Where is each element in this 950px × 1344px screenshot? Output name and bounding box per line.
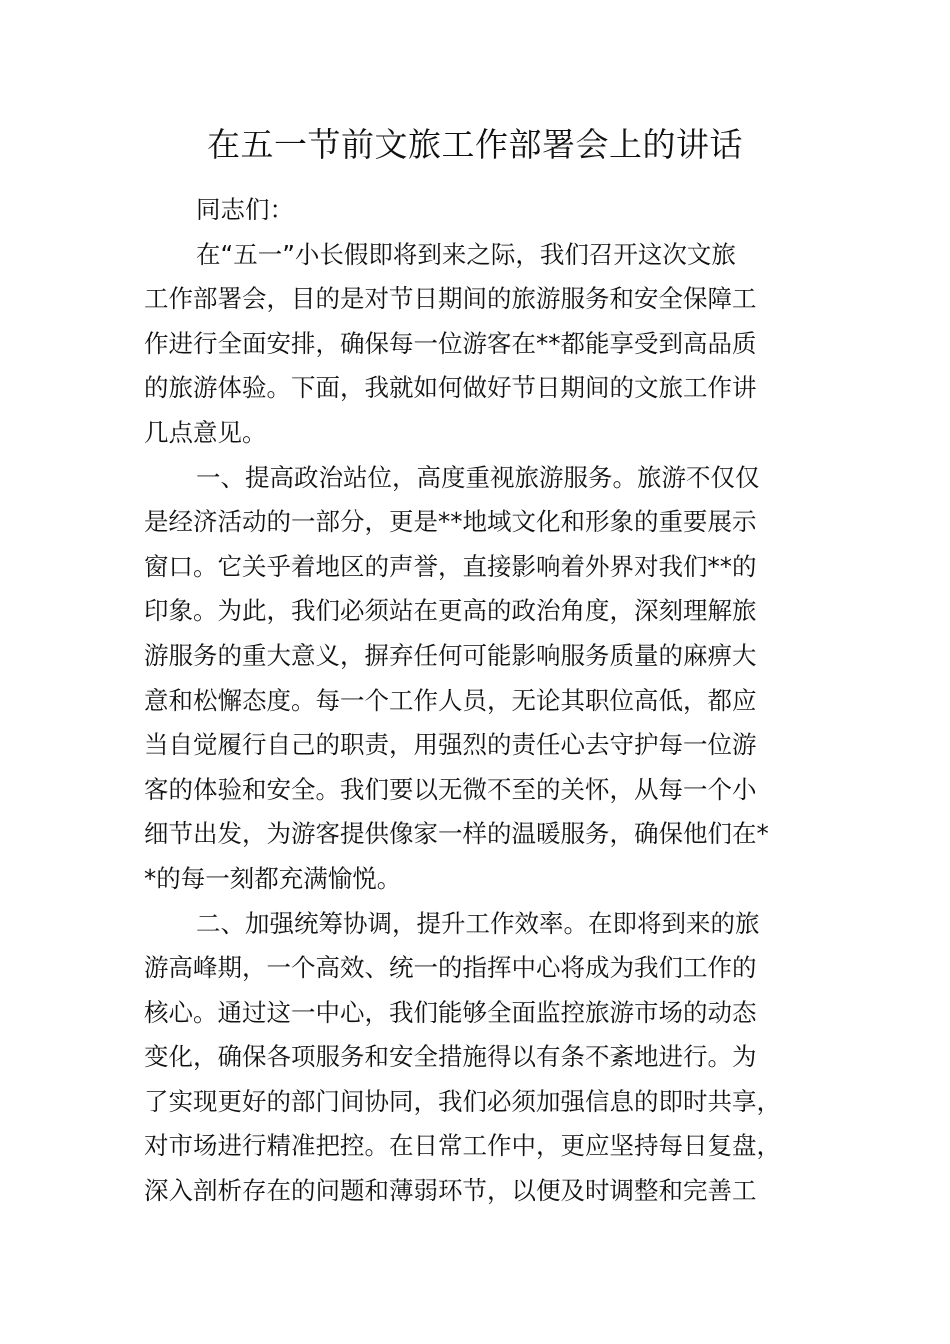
paragraph-line: 对市场进行精准把控。在日常工作中，更应坚持每日复盘， xyxy=(144,1131,781,1161)
paragraph-line: 了实现更好的部门间协同，我们必须加强信息的即时共享， xyxy=(144,1086,781,1116)
paragraph-line: 二、加强统筹协调，提升工作效率。在即将到来的旅 xyxy=(196,908,760,938)
document-body xyxy=(144,188,806,1214)
paragraph-line: 游服务的重大意义，摒弃任何可能影响服务质量的麻痹大 xyxy=(144,640,757,670)
paragraph-line: 几点意见。 xyxy=(144,417,267,447)
paragraph-line: 是经济活动的一部分，更是**地域文化和形象的重要展示 xyxy=(144,507,757,537)
paragraph-line: 意和松懈态度。每一个工作人员，无论其职位高低，都应 xyxy=(144,685,757,715)
paragraph-line: 在“五一”小长假即将到来之际，我们召开这次文旅 xyxy=(196,239,736,269)
document-title: 在五一节前文旅工作部署会上的讲话 xyxy=(207,125,743,164)
paragraph-line: 一、提高政治站位，高度重视旅游服务。旅游不仅仅 xyxy=(196,462,760,492)
paragraph-line: 窗口。它关乎着地区的声誉，直接影响着外界对我们**的 xyxy=(144,551,757,581)
paragraph-line: 的旅游体验。下面，我就如何做好节日期间的文旅工作讲 xyxy=(144,373,757,403)
paragraph-line: 深入剖析存在的问题和薄弱环节，以便及时调整和完善工 xyxy=(144,1176,757,1206)
paragraph-line: 印象。为此，我们必须站在更高的政治角度，深刻理解旅 xyxy=(144,596,757,626)
paragraph-line: 客的体验和安全。我们要以无微不至的关怀，从每一个小 xyxy=(144,774,757,804)
paragraph-line: *的每一刻都充满愉悦。 xyxy=(144,863,402,893)
paragraph-line: 当自觉履行自己的职责，用强烈的责任心去守护每一位游 xyxy=(144,730,757,760)
paragraph-line: 变化，确保各项服务和安全措施得以有条不紊地进行。为 xyxy=(144,1042,757,1072)
paragraph-line: 核心。通过这一中心，我们能够全面监控旅游市场的动态 xyxy=(144,997,757,1027)
paragraph-line: 游高峰期，一个高效、统一的指挥中心将成为我们工作的 xyxy=(144,953,757,983)
paragraph-line: 工作部署会，目的是对节日期间的旅游服务和安全保障工 xyxy=(144,284,757,314)
salutation-line: 同志们： xyxy=(196,195,294,224)
paragraph-line: 细节出发，为游客提供像家一样的温暖服务，确保他们在* xyxy=(144,819,769,849)
paragraph-line: 作进行全面安排，确保每一位游客在**都能享受到高品质 xyxy=(144,328,757,358)
